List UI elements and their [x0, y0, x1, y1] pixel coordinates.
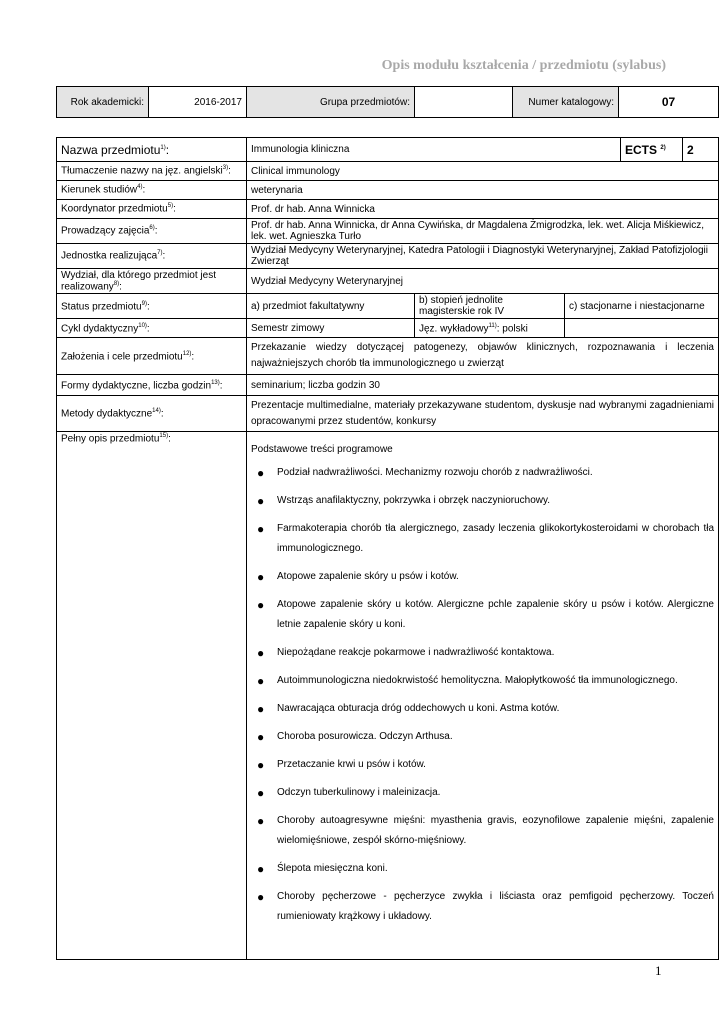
forms-value: seminarium; liczba godzin 30	[247, 375, 719, 396]
program-content-item	[251, 567, 714, 587]
subject-group-value	[415, 87, 513, 118]
bullet-icon: ●	[257, 890, 265, 905]
methods-value: Prezentacje multimedialne, materiały przekazywane studentom, dyskusje nad wybranymi zagadnieniami opracowanymi przez studentów, konkursy	[247, 396, 719, 432]
coordinator-label: Koordynator przedmiotu$^{5)}$:	[57, 200, 247, 219]
catalog-number-value: 07	[619, 87, 719, 118]
cycle-label: Cykl dydaktyczny$^{10)}$:	[57, 319, 247, 338]
program-content-item	[251, 887, 714, 927]
program-content-heading: Podstawowe treści programowe	[251, 444, 393, 456]
status-label: Status przedmiotu$^{9)}$:	[57, 294, 247, 319]
program-content-item	[251, 671, 714, 691]
program-content-item	[251, 643, 714, 663]
full-description-value	[247, 432, 719, 960]
program-content-item	[251, 491, 714, 511]
field-of-study-label: Kierunek studiów$^{4)}$:	[57, 181, 247, 200]
ects-value: 2	[683, 138, 719, 162]
language-empty-cell	[565, 319, 719, 338]
bullet-icon: ●	[257, 598, 265, 613]
bullet-icon: ●	[257, 814, 265, 829]
methods-label: Metody dydaktyczne$^{14)}$:	[57, 396, 247, 432]
program-content-item	[251, 595, 714, 635]
program-content-item-text: Choroba posurowicza. Odczyn Arthusa.	[277, 731, 453, 743]
program-content-item-text: Autoimmunologiczna niedokrwistość hemolityczna. Małopłytkowość tła immunologicznego.	[277, 675, 678, 687]
bullet-icon: ●	[257, 494, 265, 509]
program-content-item	[251, 727, 714, 747]
bullet-icon: ●	[257, 758, 265, 773]
program-content-item	[251, 699, 714, 719]
bullet-icon: ●	[257, 570, 265, 585]
subject-name-value: Immunologia kliniczna	[247, 138, 621, 162]
goals-label: Założenia i cele przedmiotu$^{12)}$:	[57, 338, 247, 375]
program-content-item-text: Wstrząs anafilaktyczny, pokrzywka i obrzęk naczynioruchowy.	[277, 495, 551, 507]
program-content-item-text: Atopowe zapalenie skóry u kotów. Alergiczne pchle zapalenie skóry u psów i kotów. Alergiczne letnie zapalenie skóry u koni.	[277, 599, 714, 631]
status-option-c: c) stacjonarne i niestacjonarne	[565, 294, 719, 319]
program-content-item	[251, 811, 714, 851]
top-info-table	[56, 86, 719, 118]
goals-value: Przekazanie wiedzy dotyczącej patogenezy, objawów klinicznych, rozpoznawania i leczenia najważniejszych chorób tła immunologicznego u zwierząt	[247, 338, 719, 375]
program-content-item	[251, 463, 714, 483]
bullet-icon: ●	[257, 702, 265, 717]
forms-label: Formy dydaktyczne, liczba godzin$^{13)}$:	[57, 375, 247, 396]
unit-value: Wydział Medycyny Weterynaryjnej, Katedra Patologii i Diagnostyki Weterynaryjnej, Zakład Patofizjologii Zwierząt	[247, 244, 719, 269]
program-content-item-text: Atopowe zapalenie skóry u psów i kotów.	[277, 571, 459, 583]
program-content-item-text: Nawracająca obturacja dróg oddechowych u koni. Astma kotów.	[277, 703, 560, 715]
program-content-item-text: Farmakoterapia chorób tła alergicznego, zasady leczenia glikokortykosteroidami w chorobach tła immunologicznego.	[277, 523, 714, 555]
subject-name-label: Nazwa przedmiotu$^{1)}$:	[57, 138, 247, 162]
program-content-item	[251, 859, 714, 879]
teachers-value: Prof. dr hab. Anna Winnicka, dr Anna Cywińska, dr Magdalena Żmigrodzka, lek. wet. Alicja Miśkiewicz, lek. wet. Agnieszka Turło	[247, 219, 719, 244]
bullet-icon: ●	[257, 730, 265, 745]
ects-label: ECTS $^{2)}$	[621, 138, 683, 162]
faculty-value: Wydział Medycyny Weterynaryjnej	[247, 269, 719, 294]
program-content-item-text: Niepożądane reakcje pokarmowe i nadwrażliwość kontaktowa.	[277, 647, 555, 659]
program-content-item	[251, 783, 714, 803]
program-content-item-text: Odczyn tuberkulinowy i maleinizacja.	[277, 787, 441, 799]
program-content-list	[251, 463, 714, 927]
english-name-value: Clinical immunology	[247, 162, 719, 181]
bullet-icon: ●	[257, 786, 265, 801]
teachers-label: Prowadzący zajęcia$^{6)}$:	[57, 219, 247, 244]
program-content-item-text: Przetaczanie krwi u psów i kotów.	[277, 759, 426, 771]
bullet-icon: ●	[257, 522, 265, 537]
program-content-item-text: Choroby autoagresywne mięśni: myasthenia gravis, eozynofilowe zapalenie mięśni, zapalenie wielomięśniowe, zespół skórno-mięśniowy.	[277, 815, 714, 847]
field-of-study-value: weterynaria	[247, 181, 719, 200]
page-header-title: Opis modułu kształcenia / przedmiotu (sylabus)	[381, 58, 666, 73]
cycle-value: Semestr zimowy	[247, 319, 415, 338]
bullet-icon: ●	[257, 862, 265, 877]
page-number: 1	[655, 963, 662, 978]
program-content-item-text: Podział nadwrażliwości. Mechanizmy rozwoju chorób z nadwrażliwości.	[277, 467, 593, 479]
academic-year-value: 2016-2017	[149, 87, 247, 118]
status-option-b: b) stopień jednolite magisterskie rok IV	[415, 294, 565, 319]
full-description-label: Pełny opis przedmiotu$^{15)}$:	[57, 432, 247, 960]
unit-label: Jednostka realizująca$^{7)}$:	[57, 244, 247, 269]
subject-group-label: Grupa przedmiotów:	[247, 87, 415, 118]
program-content-item	[251, 519, 714, 559]
program-content-item-text: Ślepota miesięczna koni.	[277, 863, 388, 875]
syllabus-table	[56, 137, 719, 960]
program-content-item-text: Choroby pęcherzowe - pęcherzyce zwykła i liściasta oraz pemfigoid pęcherzowy. Toczeń rumieniowaty krążkowy i układowy.	[277, 891, 714, 923]
faculty-label: Wydział, dla którego przedmiot jest realizowany$^{8)}$:	[57, 269, 247, 294]
language-cell: Jęz. wykładowy$^{11)}$: polski	[415, 319, 565, 338]
bullet-icon: ●	[257, 466, 265, 481]
status-option-a: a) przedmiot fakultatywny	[247, 294, 415, 319]
catalog-number-label: Numer katalogowy:	[513, 87, 619, 118]
academic-year-label: Rok akademicki:	[57, 87, 149, 118]
bullet-icon: ●	[257, 646, 265, 661]
english-name-label: Tłumaczenie nazwy na jęz. angielski$^{3)}$:	[57, 162, 247, 181]
coordinator-value: Prof. dr hab. Anna Winnicka	[247, 200, 719, 219]
bullet-icon: ●	[257, 674, 265, 689]
program-content-item	[251, 755, 714, 775]
